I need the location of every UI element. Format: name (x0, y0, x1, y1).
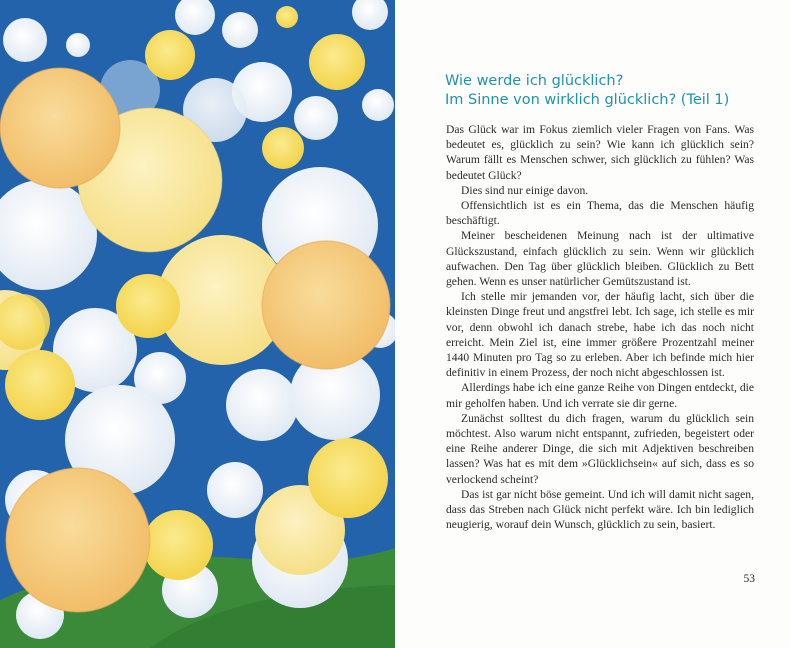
paragraph: Zunächst solltest du dich fragen, warum du glücklich sein möchtest. Also warum nicht entspannt, zufrieden, begeistert oder eine Reihe anderer Dinge, die sich mit Adjektiven beschreiben lassen? Was hat es mit dem »Glücklichsein« auf sich, dass es so verlockend scheint? (446, 411, 754, 486)
paragraph: Allerdings habe ich eine ganze Reihe von Dingen entdeckt, die mir geholfen haben. Und ich verrate sie dir gerne. (446, 381, 754, 410)
paragraph: Meiner bescheidenen Meinung nach ist der ultimative Glückszustand, einfach glücklich zu sein. Wenn wir glücklich aufwachen. Den Tag über glücklich bleiben. Glücklich zu Bett gehen. Wenn es unser natürlicher Gemütszustand ist. (446, 229, 754, 289)
chapter-title-line-2: Im Sinne von wirklich glücklich? (Teil 1) (445, 92, 730, 108)
text-page (395, 0, 790, 648)
page-number: 53 (743, 573, 755, 585)
paragraph: Offensichtlich ist es ein Thema, das die Menschen häufig beschäftigt. (446, 199, 754, 228)
paragraph: Das ist gar nicht böse gemeint. Und ich will damit nicht sagen, dass das Streben nach Glück nicht perfekt wäre. Ich bin lediglich neugierig, worauf dein Wunsch, glücklich zu sein, basiert. (446, 487, 754, 532)
chapter-title-line-1: Wie werde ich glücklich? (445, 73, 624, 89)
body-text (446, 122, 754, 532)
paragraph: Ich stelle mir jemanden vor, der häufig lacht, sich über die kleinsten Dinge freut und angstfrei lebt. Ich sage, ich stelle es mir vor, denn obwohl ich danach strebe, habe ich das noch nicht erreicht. Mein Ziel ist, eine immer größere Prozentzahl meiner 1440 Minuten pro Tag so zu erleben. Aber ich befinde mich hier definitiv in einem Prozess, der noch nicht abgeschlossen ist. (446, 290, 754, 380)
paragraph: Das Glück war im Fokus ziemlich vieler Fragen von Fans. Was bedeutet es, glücklich zu sein? Wie kann ich glücklich sein? Warum fällt es Menschen schwer, sich glücklich zu fühlen? Was bedeutet Glück? (446, 123, 754, 182)
chapter-heading (445, 72, 775, 110)
paragraph: Dies sind nur einige davon. (461, 183, 589, 197)
